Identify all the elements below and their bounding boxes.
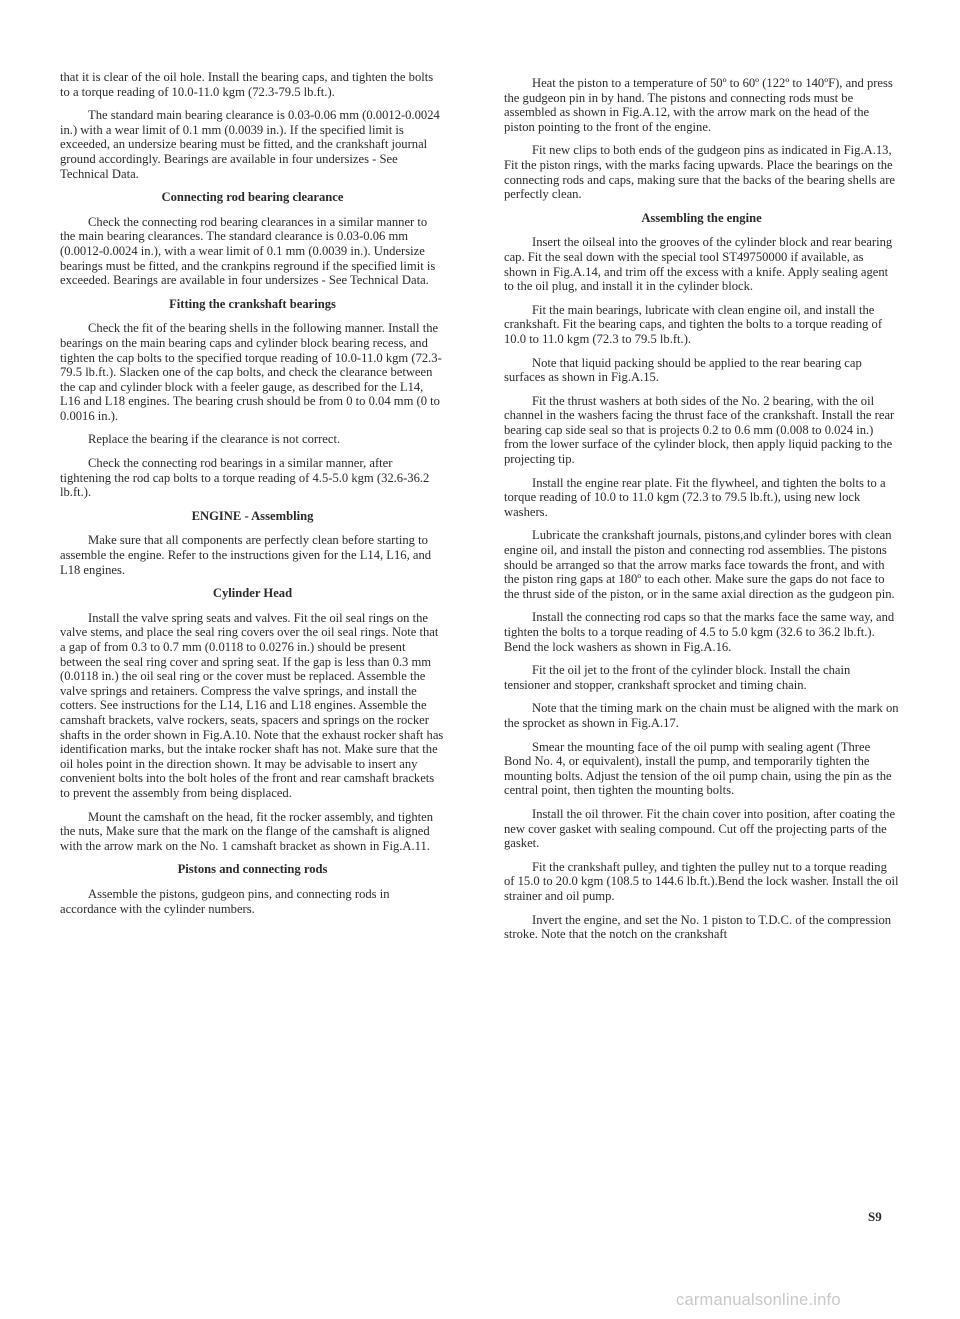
- paragraph: Smear the mounting face of the oil pump with sealing agent (Three Bond No. 4, or equivalent), install the pump, and temporarily tighten the mounting bolts. Adjust the tension of the oil pump chain, using the pin as the central point, then tighten the mounting bolts.: [504, 739, 892, 798]
- section-heading: ENGINE - Assembling: [191, 508, 314, 523]
- right-column: [504, 76, 899, 951]
- page-number: S9: [868, 1209, 882, 1224]
- paragraph: Note that liquid packing should be applied to the rear bearing cap surfaces as shown in Fig.A.15.: [504, 355, 862, 385]
- paragraph: Replace the bearing if the clearance is not correct.: [88, 432, 341, 447]
- paragraph: Fit the thrust washers at both sides of the No. 2 bearing, with the oil channel in the washers facing the thrust face of the crankshaft. Install the rear bearing cap side seal so that is projects 0.2 to 0.6 mm (0.008 to 0.024 in.) from the lower surface of the cylinder block, then apply liquid packing to the projecting tip.: [504, 393, 895, 467]
- paragraph: Install the engine rear plate. Fit the flywheel, and tighten the bolts to a torque reading of 10.0 to 11.0 kgm (72.3 to 79.5 lb.ft.), using new lock washers.: [504, 475, 886, 519]
- paragraph: Check the fit of the bearing shells in the following manner. Install the bearings on the main bearing caps and cylinder block bearing recess, and tighten the cap bolts to the specified torque reading of 10.0-11.0 kgm (72.3-79.5 lb.ft.). Slacken one of the cap bolts, and check the clearance between the cap and cylinder block with a feeler gauge, as described for the L14, L16 and L18 engines. The bearing crush should be from 0 to 0.04 mm (0 to 0.0016 in.).: [60, 321, 442, 423]
- paragraph: Fit the oil jet to the front of the cylinder block. Install the chain tensioner and stopper, crankshaft sprocket and timing chain.: [504, 663, 851, 692]
- paragraph: Install the connecting rod caps so that the marks face the same way, and tighten the bolts to a torque reading of 4.5 to 5.0 kgm (32.6 to 36.2 lb.ft.). Bend the lock washers as shown in Fig.A.16.: [504, 610, 895, 654]
- paragraph: Make sure that all components are perfectly clean before starting to assemble the engine. Refer to the instructions given for the L14, L16, and L18 engines.: [60, 533, 432, 577]
- paragraph: Check the connecting rod bearing clearances in a similar manner to the main bearing clearances. The standard clearance is 0.03-0.06 mm (0.0012-0.0024 in.), with a wear limit of 0.1 mm (0.0039 in.). Undersize bearings must be fitted, and the crankpins reground if the specified limit is exceeded. Bearings are available in four undersizes - See Technical Data.: [60, 214, 436, 288]
- paragraph: Assemble the pistons, gudgeon pins, and connecting rods in accordance with the cylinder numbers.: [60, 886, 390, 916]
- paragraph: Fit new clips to both ends of the gudgeon pins as indicated in Fig.A.13, Fit the piston rings, with the marks facing upwards. Place the bearings on the connecting rods and caps, making sure that the backs of the bearing shells are perfectly clean.: [504, 143, 895, 202]
- section-heading: Pistons and connecting rods: [177, 862, 328, 877]
- left-column: [60, 70, 445, 925]
- paragraph: Lubricate the crankshaft journals, pistons,and cylinder bores with clean engine oil, and install the piston and connecting rod assemblies. The pistons should be arranged so that the arrow marks face towards the front, and with the piston ring gaps at 180º to each other. Make sure the gaps do not face to the thrust side of the piston, or in the same axial direction as the gudgeon pin.: [504, 528, 895, 601]
- paragraph: Invert the engine, and set the No. 1 piston to T.D.C. of the compression stroke. Note that the notch on the crankshaft: [504, 912, 892, 942]
- section-heading: Cylinder Head: [212, 586, 293, 601]
- section-heading: Fitting the crankshaft bearings: [169, 296, 336, 311]
- paragraph: Check the connecting rod bearings in a similar manner, after tightening the rod cap bolts to a torque reading of 4.5-5.0 kgm (32.6-36.2 lb.ft.).: [60, 456, 430, 500]
- paragraph: Fit the main bearings, lubricate with clean engine oil, and install the crankshaft. Fit the bearing caps, and tighten the bolts to a torque reading of 10.0 to 11.0 kgm (72.3 to 79.5 lb.ft.).: [504, 302, 883, 346]
- section-heading: Assembling the engine: [641, 210, 762, 225]
- paragraph: Install the oil thrower. Fit the chain cover into position, after coating the new cover gasket with sealing compound. Cut off the projecting parts of the gasket.: [504, 806, 896, 851]
- paragraph: The standard main bearing clearance is 0.03-0.06 mm (0.0012-0.0024 in.) with a wear limit of 0.1 mm (0.0039 in.). If the specified limit is exceeded, an undersize bearing must be fitted, and the crankshaft journal ground accordingly. Bearings are available in four undersizes - See Technical Data.: [60, 108, 440, 181]
- paragraph: Insert the oilseal into the grooves of the cylinder block and rear bearing cap. Fit the seal down with the special tool ST49750000 if available, as shown in Fig.A.14, and trim off the excess with a knife. Apply sealing agent to the oil plug, and install it in the cylinder block.: [504, 235, 893, 294]
- paragraph: Note that the timing mark on the chain must be aligned with the mark on the sprocket as shown in Fig.A.17.: [504, 701, 899, 730]
- paragraph: Install the valve spring seats and valves. Fit the oil seal rings on the valve stems, and place the seal ring covers over the oil seal rings. Note that a gap of from 0.3 to 0.7 mm (0.0118 to 0.0276 in.) should be present between the seal ring cover and spring seat. If the gap is less than 0.3 mm (0.0118 in.) the oil seal ring or the cover must be replaced. Assemble the valve springs and retainers. Compress the valve springs, and install the cotters. See instructions for the L14, L16 and L18 engines. Assemble the camshaft brackets, valve rockers, seats, spacers and springs on the rocker shafts in the order shown in Fig.A.10. Note that the exhaust rocker shaft has identification marks, but the intake rocker shaft has not. Make sure that the oil holes point in the direction shown. It may be advisable to insert any convenient bolts into the bolt holes of the front and rear camshaft brackets to prevent the assembly from being displaced.: [60, 610, 444, 800]
- paragraph: Fit the crankshaft pulley, and tighten the pulley nut to a torque reading of 15.0 to 20.0 kgm (108.5 to 144.6 lb.ft.).Bend the lock washer. Install the oil strainer and oil pump.: [504, 859, 899, 903]
- section-heading: Connecting rod bearing clearance: [161, 190, 344, 205]
- watermark-link[interactable]: carmanualsonline.info: [676, 1291, 841, 1309]
- paragraph: Mount the camshaft on the head, fit the rocker assembly, and tighten the nuts, Make sure that the mark on the flange of the camshaft is aligned with the arrow mark on the No. 1 camshaft bracket as shown in Fig.A.11.: [60, 809, 434, 853]
- paragraph: Heat the piston to a temperature of 50º to 60º (122º to 140ºF), and press the gudgeon pin in by hand. The pistons and connecting rods must be assembled as shown in Fig.A.12, with the arrow mark on the head of the piston pointing to the front of the engine.: [504, 76, 893, 134]
- paragraph: that it is clear of the oil hole. Install the bearing caps, and tighten the bolts to a torque reading of 10.0-11.0 kgm (72.3-79.5 lb.ft.).: [60, 70, 434, 99]
